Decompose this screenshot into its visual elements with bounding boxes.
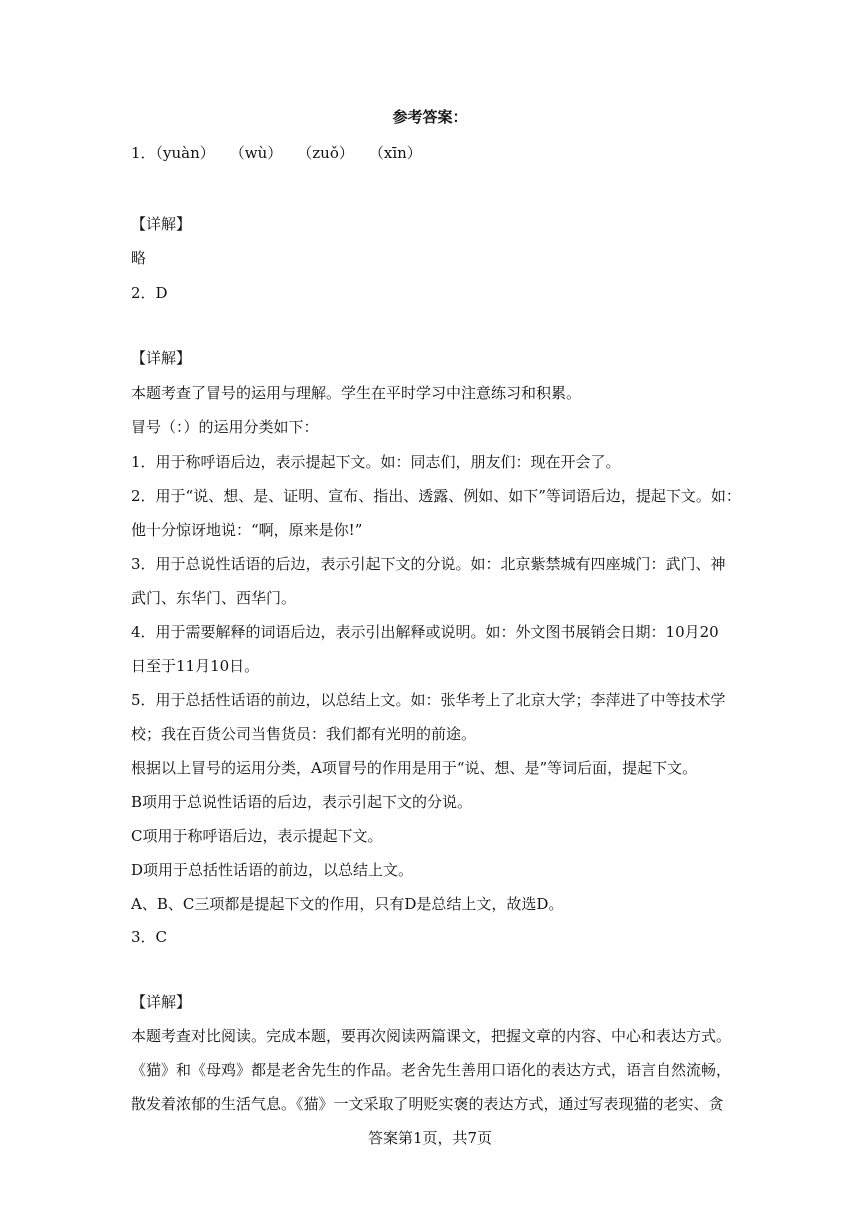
- detail-label-2: 【详解】: [131, 349, 192, 367]
- detail-3-line: 《猫》和《母鸡》都是老舍先生的作品。老舍先生善用口语化的表达方式，语言自然流畅，: [131, 1061, 732, 1079]
- detail-2-line: 他十分惊讶地说：“啊，原来是你!”: [131, 521, 363, 539]
- detail-3-line: 本题考查对比阅读。完成本题，要再次阅读两篇课文，把握文章的内容、中心和表达方式。: [131, 1027, 732, 1045]
- detail-2-line: 本题考查了冒号的运用与理解。学生在平时学习中注意练习和积累。: [131, 384, 582, 402]
- detail-2-line: 1．用于称呼语后边，表示提起下文。如：同志们，朋友们：现在开会了。: [131, 453, 621, 471]
- answer-3: 3．C: [131, 928, 168, 946]
- detail-2-line: 校；我在百货公司当售货员：我们都有光明的前途。: [131, 725, 477, 743]
- detail-label-3: 【详解】: [131, 993, 192, 1011]
- answer-2: 2．D: [131, 284, 168, 302]
- detail-2-line: B项用于总说性话语的后边，表示引起下文的分说。: [131, 793, 473, 811]
- detail-2-line: 根据以上冒号的运用分类，A项冒号的作用是用于“说、想、是”等词后面，提起下文。: [131, 759, 698, 777]
- detail-2-line: D项用于总括性话语的前边，以总结上文。: [131, 861, 414, 879]
- answer-1: 1．（yuàn） （wù） （zuǒ） （xīn）: [131, 144, 422, 162]
- detail-2-line: 2．用于“说、想、是、证明、宣布、指出、透露、例如、如下”等词语后边，提起下文。如：: [131, 487, 741, 505]
- page-title: 参考答案：: [392, 108, 468, 126]
- detail-2-line: A、B、C三项都是提起下文的作用，只有D是总结上文，故选D。: [131, 895, 564, 913]
- detail-2-line: 冒号（：）的运用分类如下：: [131, 418, 319, 436]
- detail-2-line: 日至于11月10日。: [131, 657, 260, 675]
- detail-2-line: 4．用于需要解释的词语后边，表示引出解释或说明。如：外文图书展销会日期：10月20: [131, 623, 719, 641]
- detail-text-1: 略: [131, 249, 147, 267]
- detail-3-line: 散发着浓郁的生活气息。《猫》一文采取了明贬实褒的表达方式，通过写表现猫的老实、贪: [131, 1095, 724, 1113]
- detail-2-line: 5．用于总括性话语的前边，以总结上文。如：张华考上了北京大学；李萍进了中等技术学: [131, 691, 726, 709]
- detail-2-line: 3．用于总说性话语的后边，表示引起下文的分说。如：北京紫禁城有四座城门：武门、神: [131, 555, 726, 573]
- page-footer: 答案第1页，共7页: [367, 1129, 493, 1147]
- detail-label-1: 【详解】: [131, 215, 192, 233]
- detail-2-line: C项用于称呼语后边，表示提起下文。: [131, 827, 383, 845]
- detail-2-line: 武门、东华门、西华门。: [131, 589, 297, 607]
